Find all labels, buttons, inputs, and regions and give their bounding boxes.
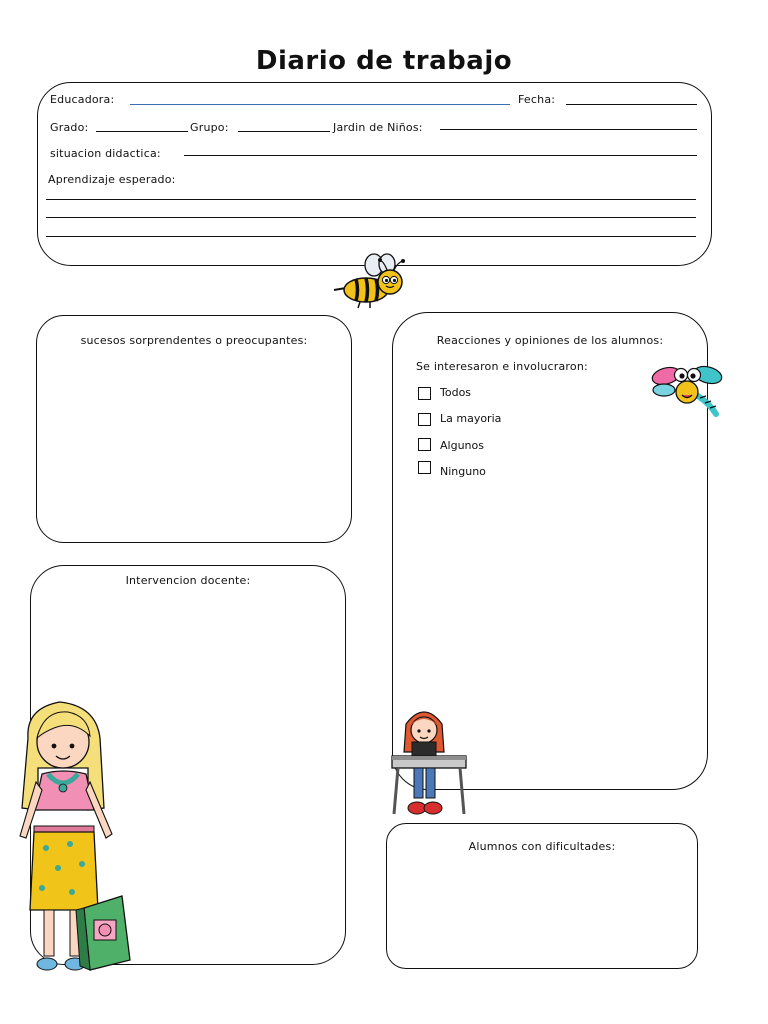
fecha-label: Fecha: bbox=[518, 93, 556, 106]
situacion-field[interactable] bbox=[184, 155, 697, 156]
intervencion-heading: Intervencion docente: bbox=[125, 574, 251, 587]
option-algunos-label: Algunos bbox=[440, 439, 484, 452]
jardin-label: Jardin de Niños: bbox=[333, 121, 423, 134]
grupo-field[interactable] bbox=[238, 131, 330, 132]
option-ninguno-label: Ninguno bbox=[440, 465, 486, 478]
dificultades-heading: Alumnos con dificultades: bbox=[468, 840, 616, 853]
jardin-field[interactable] bbox=[440, 129, 697, 130]
aprendizaje-line-2[interactable] bbox=[46, 217, 696, 218]
bee-illustration bbox=[330, 252, 412, 310]
situacion-label: situacion didactica: bbox=[50, 147, 161, 160]
page-title: Diario de trabajo bbox=[255, 46, 513, 76]
student-at-desk-illustration bbox=[388, 704, 470, 824]
interes-question: Se interesaron e involucraron: bbox=[416, 360, 588, 373]
option-la-mayoria-label: La mayoria bbox=[440, 412, 502, 425]
dragonfly-illustration bbox=[650, 360, 726, 418]
grado-label: Grado: bbox=[50, 121, 89, 134]
checkbox-todos[interactable] bbox=[418, 387, 431, 400]
checkbox-ninguno[interactable] bbox=[418, 461, 431, 474]
teacher-illustration bbox=[14, 698, 138, 980]
aprendizaje-label: Aprendizaje esperado: bbox=[48, 173, 176, 186]
educadora-field[interactable] bbox=[130, 104, 510, 105]
grupo-label: Grupo: bbox=[190, 121, 229, 134]
fecha-field[interactable] bbox=[566, 104, 697, 105]
reacciones-heading: Reacciones y opiniones de los alumnos: bbox=[436, 334, 664, 347]
aprendizaje-line-1[interactable] bbox=[46, 199, 696, 200]
option-todos-label: Todos bbox=[440, 386, 472, 399]
checkbox-la-mayoria[interactable] bbox=[418, 413, 431, 426]
aprendizaje-line-3[interactable] bbox=[46, 236, 696, 237]
sucesos-heading: sucesos sorprendentes o preocupantes: bbox=[80, 334, 308, 347]
educadora-label: Educadora: bbox=[50, 93, 115, 106]
dificultades-box bbox=[386, 823, 698, 969]
checkbox-algunos[interactable] bbox=[418, 438, 431, 451]
grado-field[interactable] bbox=[96, 131, 188, 132]
sucesos-box bbox=[36, 315, 352, 543]
